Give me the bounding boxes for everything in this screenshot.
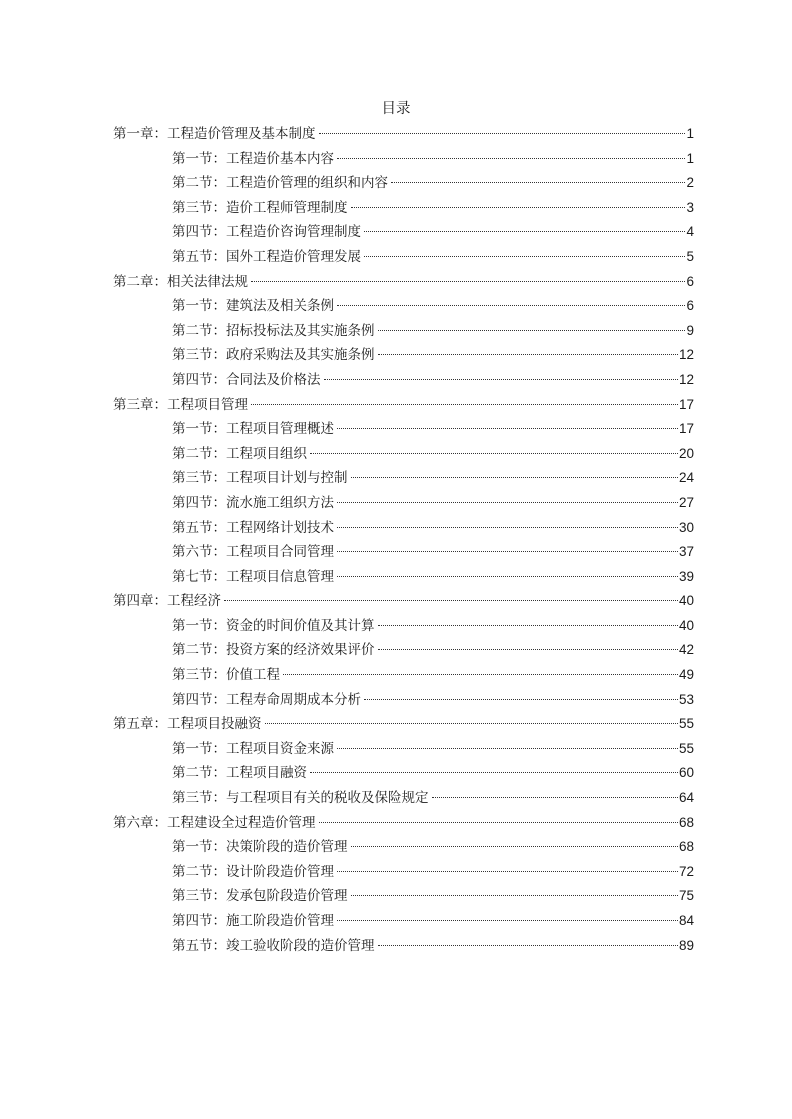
toc-dot-leader (337, 158, 685, 159)
toc-dot-leader (337, 428, 678, 429)
toc-section-entry[interactable] (113, 220, 694, 245)
toc-section-entry[interactable] (113, 614, 694, 639)
toc-dot-leader (391, 182, 685, 183)
toc-dot-leader (378, 625, 678, 626)
toc-entry-label: 第六节：工程项目合同管理 (172, 544, 334, 561)
toc-entry-label: 第五章：工程项目投融资 (113, 716, 262, 733)
toc-entry-label: 第三章：工程项目管理 (113, 396, 248, 413)
toc-page-number: 12 (678, 347, 694, 363)
toc-entry-label: 第七节：工程项目信息管理 (172, 568, 334, 585)
toc-dot-leader (337, 305, 685, 306)
toc-dot-leader (265, 723, 678, 724)
toc-dot-leader (337, 502, 678, 503)
toc-dot-leader (364, 256, 685, 257)
toc-section-entry[interactable] (113, 417, 694, 442)
toc-dot-leader (310, 453, 678, 454)
toc-entry-label: 第四节：工程寿命周期成本分析 (172, 691, 361, 708)
toc-page-number: 17 (678, 421, 694, 437)
toc-chapter-entry[interactable] (113, 589, 694, 614)
toc-dot-leader (337, 576, 678, 577)
toc-page-number: 2 (686, 175, 694, 191)
toc-page-number: 75 (678, 888, 694, 904)
toc-section-entry[interactable] (113, 147, 694, 172)
toc-page-number: 40 (678, 593, 694, 609)
toc-page-number: 60 (678, 765, 694, 781)
toc-entry-label: 第四节：流水施工组织方法 (172, 494, 334, 511)
toc-chapter-entry[interactable] (113, 712, 694, 737)
toc-entry-label: 第二节：工程项目融资 (172, 765, 307, 782)
toc-page-number: 20 (678, 445, 694, 461)
toc-page-number: 84 (678, 913, 694, 928)
toc-dot-leader (310, 772, 678, 773)
toc-section-entry[interactable] (113, 934, 694, 959)
toc-page-number: 3 (686, 199, 694, 215)
toc-section-entry[interactable] (113, 884, 694, 909)
toc-section-entry[interactable] (113, 909, 694, 934)
toc-entry-label: 第五节：竣工验收阶段的造价管理 (172, 937, 375, 954)
toc-chapter-entry[interactable] (113, 811, 694, 836)
toc-entry-label: 第二章：相关法律法规 (113, 273, 248, 290)
toc-section-entry[interactable] (113, 663, 694, 688)
toc-chapter-entry[interactable] (113, 270, 694, 295)
toc-entry-label: 第三节：政府采购法及其实施条例 (172, 347, 375, 364)
toc-page-number: 12 (678, 371, 694, 387)
toc-entry-label: 第五节：国外工程造价管理发展 (172, 248, 361, 265)
table-of-contents (113, 122, 694, 958)
toc-dot-leader (351, 207, 686, 208)
toc-dot-leader (319, 133, 686, 134)
toc-entry-label: 第四章：工程经济 (113, 593, 221, 610)
toc-dot-leader (337, 920, 678, 921)
toc-dot-leader (378, 330, 686, 331)
toc-page-number: 42 (678, 642, 694, 658)
toc-page-number: 37 (678, 544, 694, 560)
toc-chapter-entry[interactable] (113, 393, 694, 418)
toc-dot-leader (251, 404, 678, 405)
toc-entry-label: 第一节：工程项目资金来源 (172, 740, 334, 757)
toc-page-number: 53 (678, 691, 694, 707)
toc-page-number: 4 (686, 224, 694, 240)
toc-dot-leader (364, 231, 685, 232)
toc-entry-label: 第一节：决策阶段的造价管理 (172, 839, 348, 856)
toc-page-number: 49 (678, 667, 694, 683)
toc-entry-label: 第一节：工程造价基本内容 (172, 150, 334, 167)
toc-section-entry[interactable] (113, 245, 694, 270)
toc-entry-label: 第三节：造价工程师管理制度 (172, 199, 348, 216)
toc-page-number: 5 (686, 248, 694, 264)
toc-dot-leader (324, 379, 678, 380)
toc-dot-leader (224, 600, 678, 601)
toc-section-entry[interactable] (113, 688, 694, 713)
toc-dot-leader (283, 674, 678, 675)
toc-dot-leader (319, 822, 678, 823)
toc-page-number: 40 (678, 617, 694, 633)
toc-entry-label: 第三节：与工程项目有关的税收及保险规定 (172, 790, 429, 807)
toc-entry-label: 第四节：合同法及价格法 (172, 371, 321, 388)
toc-page-number: 30 (678, 519, 694, 535)
toc-page-number: 55 (678, 716, 694, 732)
toc-page-number: 9 (686, 322, 694, 338)
toc-entry-label: 第一节：资金的时间价值及其计算 (172, 617, 375, 634)
toc-section-entry[interactable] (113, 196, 694, 221)
toc-entry-label: 第一节：建筑法及相关条例 (172, 298, 334, 315)
toc-entry-label: 第一章：工程造价管理及基本制度 (113, 126, 316, 142)
toc-dot-leader (378, 354, 678, 355)
toc-page-number: 6 (686, 298, 694, 314)
toc-page-number: 17 (678, 396, 694, 412)
toc-section-entry[interactable] (113, 491, 694, 516)
toc-section-entry[interactable] (113, 516, 694, 541)
toc-dot-leader (378, 649, 678, 650)
toc-entry-label: 第五节：工程网络计划技术 (172, 519, 334, 536)
toc-entry-label: 第二节：招标投标法及其实施条例 (172, 322, 375, 339)
toc-dot-leader (351, 477, 678, 478)
toc-section-entry[interactable] (113, 835, 694, 860)
toc-dot-leader (337, 527, 678, 528)
toc-section-entry[interactable] (113, 343, 694, 368)
toc-dot-leader (378, 945, 678, 946)
toc-entry-label: 第三节：工程项目计划与控制 (172, 470, 348, 487)
toc-entry-label: 第二节：工程造价管理的组织和内容 (172, 175, 388, 192)
toc-entry-label: 第二节：投资方案的经济效果评价 (172, 642, 375, 659)
toc-section-entry[interactable] (113, 565, 694, 590)
toc-entry-label: 第三节：价值工程 (172, 667, 280, 684)
toc-page-number: 24 (678, 470, 694, 486)
toc-entry-label: 第三节：发承包阶段造价管理 (172, 888, 348, 905)
toc-entry-label: 第二节：设计阶段造价管理 (172, 863, 334, 880)
toc-section-entry[interactable] (113, 737, 694, 762)
toc-section-entry[interactable] (113, 761, 694, 786)
toc-page-number: 72 (678, 863, 694, 879)
toc-section-entry[interactable] (113, 368, 694, 393)
toc-section-entry[interactable] (113, 442, 694, 467)
toc-entry-label: 第六章：工程建设全过程造价管理 (113, 814, 316, 831)
toc-entry-label: 第四节：施工阶段造价管理 (172, 913, 334, 929)
toc-section-entry[interactable] (113, 294, 694, 319)
toc-entry-label: 第二节：工程项目组织 (172, 445, 307, 462)
toc-page-number: 68 (678, 839, 694, 855)
toc-page-number: 6 (686, 273, 694, 289)
toc-page-number: 1 (686, 126, 694, 141)
toc-entry-label: 第四节：工程造价咨询管理制度 (172, 224, 361, 241)
toc-page-number: 39 (678, 568, 694, 584)
toc-dot-leader (251, 281, 685, 282)
toc-dot-leader (337, 551, 678, 552)
toc-page-number: 89 (678, 937, 694, 953)
toc-dot-leader (337, 871, 678, 872)
toc-section-entry[interactable] (113, 171, 694, 196)
toc-section-entry[interactable] (113, 638, 694, 663)
toc-dot-leader (364, 699, 678, 700)
toc-page-number: 1 (686, 150, 694, 166)
toc-page-number: 64 (678, 790, 694, 806)
toc-page-number: 27 (678, 494, 694, 510)
toc-section-entry[interactable] (113, 466, 694, 491)
toc-section-entry[interactable] (113, 319, 694, 344)
toc-dot-leader (351, 846, 678, 847)
toc-dot-leader (337, 748, 678, 749)
toc-section-entry[interactable] (113, 540, 694, 565)
toc-page-number: 55 (678, 740, 694, 756)
toc-chapter-entry[interactable] (113, 122, 694, 147)
toc-entry-label: 第一节：工程项目管理概述 (172, 421, 334, 438)
toc-dot-leader (432, 797, 678, 798)
toc-dot-leader (351, 895, 678, 896)
toc-title: 目录 (381, 101, 411, 117)
toc-section-entry[interactable] (113, 860, 694, 885)
toc-page-number: 68 (678, 814, 694, 830)
toc-section-entry[interactable] (113, 786, 694, 811)
